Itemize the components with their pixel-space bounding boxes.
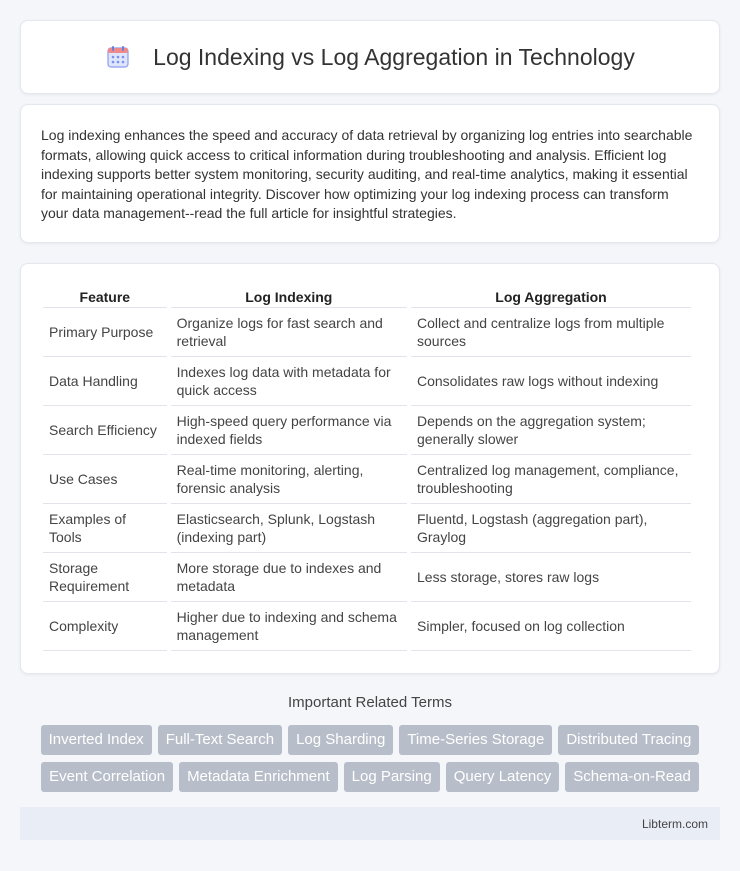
tag-distributed-tracing[interactable]: Distributed Tracing bbox=[558, 725, 699, 755]
feature-cell: Primary Purpose bbox=[43, 308, 167, 357]
footer-brand-link[interactable]: Libterm.com bbox=[641, 816, 708, 831]
comparison-table-card bbox=[20, 263, 720, 674]
tag-event-correlation[interactable]: Event Correlation bbox=[41, 762, 173, 792]
aggregation-cell: Less storage, stores raw logs bbox=[411, 553, 691, 602]
table-row bbox=[43, 504, 691, 553]
table-row bbox=[43, 357, 691, 406]
feature-cell: Use Cases bbox=[43, 455, 167, 504]
related-terms-section bbox=[0, 694, 740, 792]
indexing-cell: More storage due to indexes and metadata bbox=[171, 553, 407, 602]
related-terms-tags bbox=[20, 725, 720, 792]
header-log-indexing: Log Indexing bbox=[171, 286, 407, 308]
feature-cell: Complexity bbox=[43, 602, 167, 651]
indexing-cell: Elasticsearch, Splunk, Logstash (indexing part) bbox=[171, 504, 407, 553]
tag-schema-on-read[interactable]: Schema-on-Read bbox=[565, 762, 699, 792]
header-log-aggregation: Log Aggregation bbox=[411, 286, 691, 308]
calendar-grid-icon bbox=[105, 44, 131, 70]
tag-metadata-enrichment[interactable]: Metadata Enrichment bbox=[179, 762, 338, 792]
aggregation-cell: Fluentd, Logstash (aggregation part), Graylog bbox=[411, 504, 691, 553]
tag-query-latency[interactable]: Query Latency bbox=[446, 762, 560, 792]
tag-log-parsing[interactable]: Log Parsing bbox=[344, 762, 440, 792]
table-row bbox=[43, 308, 691, 357]
page-title-text: Log Indexing vs Log Aggregation in Technology bbox=[153, 43, 635, 70]
aggregation-cell: Collect and centralize logs from multiple sources bbox=[411, 308, 691, 357]
table-header-row bbox=[43, 286, 691, 308]
indexing-cell: Organize logs for fast search and retrieval bbox=[171, 308, 407, 357]
aggregation-cell: Centralized log management, compliance, troubleshooting bbox=[411, 455, 691, 504]
tag-full-text-search[interactable]: Full-Text Search bbox=[158, 725, 282, 755]
feature-cell: Data Handling bbox=[43, 357, 167, 406]
title-card bbox=[20, 20, 720, 94]
indexing-cell: Indexes log data with metadata for quick access bbox=[171, 357, 407, 406]
aggregation-cell: Consolidates raw logs without indexing bbox=[411, 357, 691, 406]
header-feature: Feature bbox=[43, 286, 167, 308]
footer bbox=[20, 807, 720, 840]
aggregation-cell: Depends on the aggregation system; generally slower bbox=[411, 406, 691, 455]
feature-cell: Storage Requirement bbox=[43, 553, 167, 602]
table-row bbox=[43, 455, 691, 504]
intro-text: Log indexing enhances the speed and accuracy of data retrieval by organizing log entries into searchable formats, allowing quick access to critical information during troubleshooting and analysis. Efficient log indexing supports better system monitoring, security auditing, and real-time analytics, making it essential for maintaining operational integrity. Discover how optimizing your log indexing process can transform your data management--read the full article for insightful strategies. bbox=[41, 127, 693, 222]
table-row bbox=[43, 602, 691, 651]
table-row bbox=[43, 553, 691, 602]
indexing-cell: Real-time monitoring, alerting, forensic analysis bbox=[171, 455, 407, 504]
tag-inverted-index[interactable]: Inverted Index bbox=[41, 725, 152, 755]
intro-card bbox=[20, 104, 720, 243]
table-row bbox=[43, 406, 691, 455]
tag-log-sharding[interactable]: Log Sharding bbox=[288, 725, 393, 755]
indexing-cell: Higher due to indexing and schema management bbox=[171, 602, 407, 651]
indexing-cell: High-speed query performance via indexed fields bbox=[171, 406, 407, 455]
related-terms-title: Important Related Terms bbox=[288, 694, 452, 711]
aggregation-cell: Simpler, focused on log collection bbox=[411, 602, 691, 651]
tag-time-series-storage[interactable]: Time-Series Storage bbox=[399, 725, 552, 755]
page-title bbox=[105, 44, 635, 71]
feature-cell: Search Efficiency bbox=[43, 406, 167, 455]
feature-cell: Examples of Tools bbox=[43, 504, 167, 553]
comparison-table bbox=[39, 286, 695, 651]
